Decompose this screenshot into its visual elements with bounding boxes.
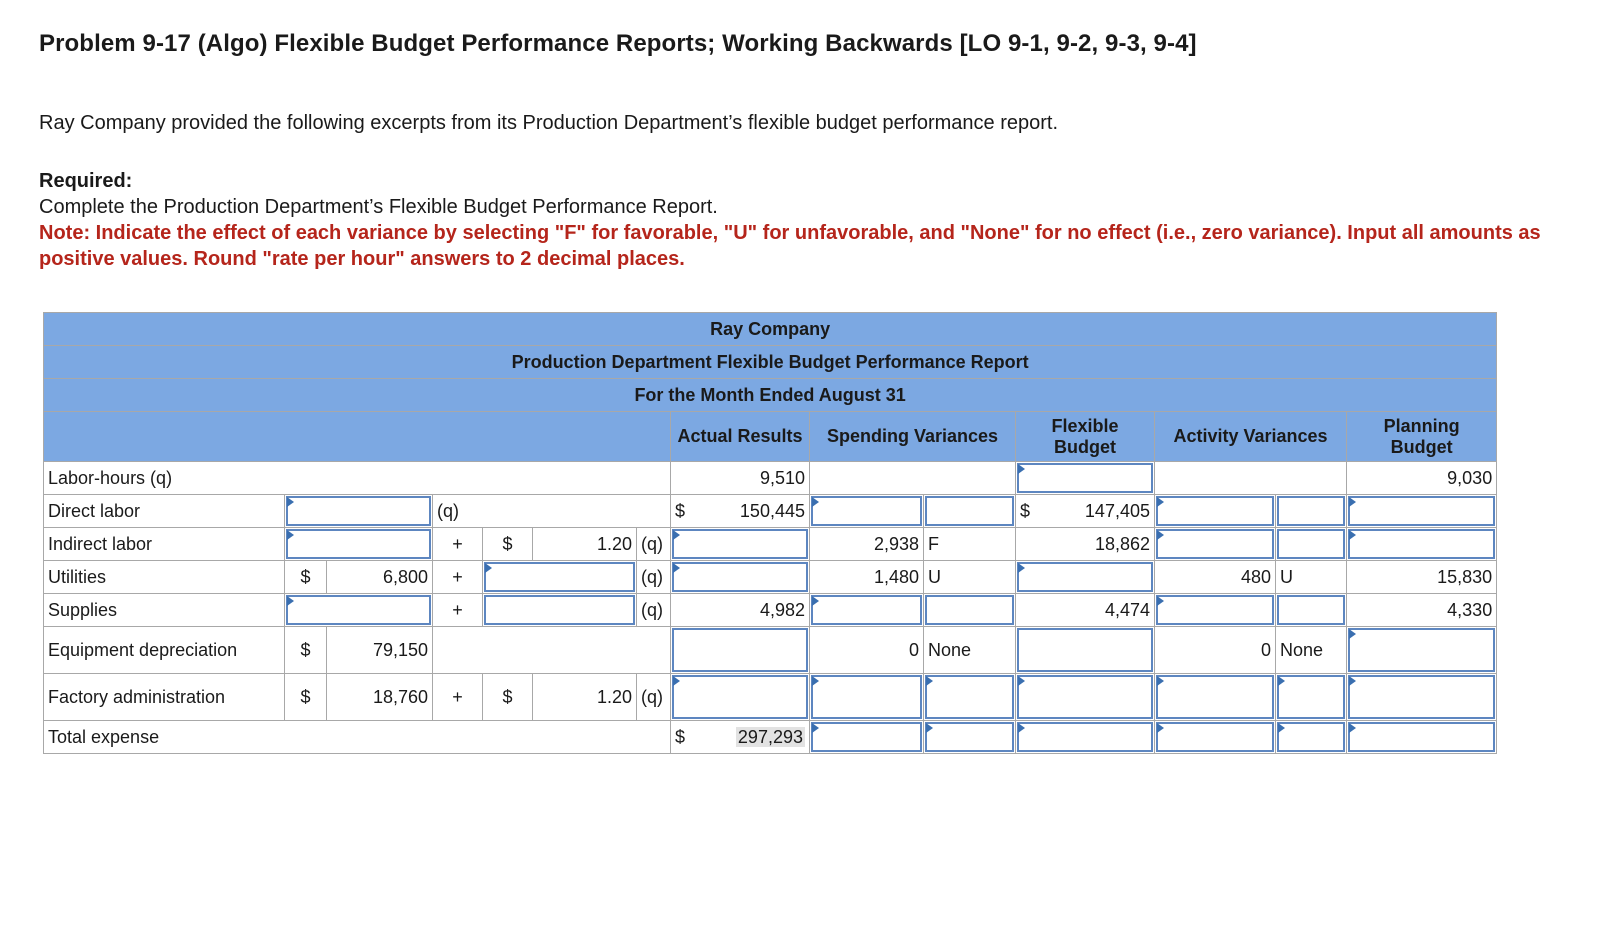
factory-admin-actual-input[interactable] [671, 674, 810, 721]
q-symbol: (q) [637, 561, 671, 594]
supplies-actual: 4,982 [671, 594, 810, 627]
utilities-spending: 1,480 [810, 561, 924, 594]
actual-results-header: Actual Results [671, 412, 810, 462]
equipment-spending-effect: None [924, 627, 1016, 674]
q-symbol: (q) [637, 674, 671, 721]
total-activity-input[interactable] [1155, 721, 1276, 754]
equipment-activity: 0 [1155, 627, 1276, 674]
row-label-factory-administration: Factory administration [44, 674, 285, 721]
dollar-sign: $ [483, 674, 533, 721]
dollar-sign: $ [285, 674, 327, 721]
factory-admin-activity-input[interactable] [1155, 674, 1276, 721]
indirect-labor-activity-input[interactable] [1155, 528, 1276, 561]
equipment-spending: 0 [810, 627, 924, 674]
table-row [44, 495, 1497, 528]
supplies-flexible: 4,474 [1016, 594, 1155, 627]
row-label-supplies: Supplies [44, 594, 285, 627]
dollar-sign: $ [483, 528, 533, 561]
equipment-actual-input[interactable] [671, 627, 810, 674]
factory-admin-flexible-input[interactable] [1016, 674, 1155, 721]
total-actual: $ 297,293 [671, 721, 810, 754]
supplies-activity-input[interactable] [1155, 594, 1276, 627]
factory-admin-rate: 1.20 [533, 674, 637, 721]
table-row [44, 594, 1497, 627]
report-title: Production Department Flexible Budget Performance Report [44, 346, 1497, 379]
table-row [44, 561, 1497, 594]
indirect-labor-fixed-input[interactable] [285, 528, 433, 561]
direct-labor-fixed-input[interactable] [285, 495, 433, 528]
labor-hours-spending-blank [810, 462, 1016, 495]
dollar-sign: $ [1020, 500, 1031, 521]
required-label: Required: [39, 170, 133, 192]
direct-labor-activity-effect[interactable] [1276, 495, 1347, 528]
plus-symbol: + [433, 594, 483, 627]
indirect-labor-spending: 2,938 [810, 528, 924, 561]
direct-labor-spending-effect[interactable] [924, 495, 1016, 528]
direct-labor-activity-input[interactable] [1155, 495, 1276, 528]
problem-intro: Ray Company provided the following excerpts from its Production Department’s flexible budget performance report. [39, 112, 1059, 134]
supplies-spending-input[interactable] [810, 594, 924, 627]
equipment-activity-effect: None [1276, 627, 1347, 674]
factory-admin-activity-effect[interactable] [1276, 674, 1347, 721]
equipment-fixed: 79,150 [327, 627, 433, 674]
total-flexible-input[interactable] [1016, 721, 1155, 754]
utilities-spending-effect: U [924, 561, 1016, 594]
indirect-labor-planning-input[interactable] [1347, 528, 1497, 561]
equipment-flexible-input[interactable] [1016, 627, 1155, 674]
labor-hours-planning: 9,030 [1347, 462, 1497, 495]
dollar-sign: $ [675, 726, 686, 747]
total-spending-input[interactable] [810, 721, 924, 754]
direct-labor-planning-input[interactable] [1347, 495, 1497, 528]
row-label-direct-labor: Direct labor [44, 495, 285, 528]
total-planning-input[interactable] [1347, 721, 1497, 754]
total-spending-effect[interactable] [924, 721, 1016, 754]
required-section [39, 168, 1603, 272]
equipment-blank [433, 627, 671, 674]
utilities-rate-input[interactable] [483, 561, 637, 594]
plus-symbol: + [433, 528, 483, 561]
table-row [44, 627, 1497, 674]
direct-labor-actual: $ 150,445 [671, 495, 810, 528]
performance-report-table [43, 312, 1497, 754]
indirect-labor-flexible: 18,862 [1016, 528, 1155, 561]
indirect-labor-spending-effect: F [924, 528, 1016, 561]
labor-hours-activity-blank [1155, 462, 1347, 495]
direct-labor-spending-input[interactable] [810, 495, 924, 528]
factory-admin-planning-input[interactable] [1347, 674, 1497, 721]
utilities-actual-input[interactable] [671, 561, 810, 594]
table-row [44, 528, 1497, 561]
dollar-sign: $ [285, 627, 327, 674]
problem-title: Problem 9-17 (Algo) Flexible Budget Performance Reports; Working Backwards [LO 9-1, 9-2, 9-3, 9-4] [39, 30, 1197, 57]
header-blank [44, 412, 671, 462]
utilities-flexible-input[interactable] [1016, 561, 1155, 594]
report-period: For the Month Ended August 31 [44, 379, 1497, 412]
supplies-fixed-input[interactable] [285, 594, 433, 627]
row-label-labor-hours: Labor-hours (q) [44, 462, 671, 495]
planning-budget-header: Planning Budget [1347, 412, 1497, 462]
supplies-activity-effect[interactable] [1276, 594, 1347, 627]
factory-admin-spending-effect[interactable] [924, 674, 1016, 721]
labor-hours-actual: 9,510 [671, 462, 810, 495]
utilities-activity: 480 [1155, 561, 1276, 594]
row-label-total-expense: Total expense [44, 721, 671, 754]
direct-labor-flexible: $ 147,405 [1016, 495, 1155, 528]
supplies-planning: 4,330 [1347, 594, 1497, 627]
indirect-labor-actual-input[interactable] [671, 528, 810, 561]
table-row [44, 674, 1497, 721]
flexible-budget-header: Flexible Budget [1016, 412, 1155, 462]
utilities-fixed: 6,800 [327, 561, 433, 594]
supplies-spending-effect[interactable] [924, 594, 1016, 627]
dollar-sign: $ [675, 500, 686, 521]
q-symbol: (q) [433, 495, 671, 528]
company-name: Ray Company [44, 313, 1497, 346]
q-symbol: (q) [637, 594, 671, 627]
instruction-note: Note: Indicate the effect of each variance by selecting "F" for favorable, "U" for unfavorable, and "None" for no effect (i.e., zero variance). Input all amounts as positive values. Round "rate per hour" answers to 2 decimal places. [39, 222, 1541, 270]
table-row [44, 721, 1497, 754]
supplies-rate-input[interactable] [483, 594, 637, 627]
row-label-equipment-depreciation: Equipment depreciation [44, 627, 285, 674]
total-activity-effect[interactable] [1276, 721, 1347, 754]
plus-symbol: + [433, 674, 483, 721]
factory-admin-spending-input[interactable] [810, 674, 924, 721]
row-label-indirect-labor: Indirect labor [44, 528, 285, 561]
dollar-sign: $ [285, 561, 327, 594]
utilities-planning: 15,830 [1347, 561, 1497, 594]
table-row [44, 462, 1497, 495]
spending-variances-header: Spending Variances [810, 412, 1016, 462]
required-text: Complete the Production Department’s Flexible Budget Performance Report. [39, 196, 718, 218]
utilities-activity-effect: U [1276, 561, 1347, 594]
row-label-utilities: Utilities [44, 561, 285, 594]
labor-hours-flexible-input[interactable] [1016, 462, 1155, 495]
plus-symbol: + [433, 561, 483, 594]
activity-variances-header: Activity Variances [1155, 412, 1347, 462]
equipment-planning-input[interactable] [1347, 627, 1497, 674]
factory-admin-fixed: 18,760 [327, 674, 433, 721]
indirect-labor-rate: 1.20 [533, 528, 637, 561]
indirect-labor-activity-effect[interactable] [1276, 528, 1347, 561]
q-symbol: (q) [637, 528, 671, 561]
